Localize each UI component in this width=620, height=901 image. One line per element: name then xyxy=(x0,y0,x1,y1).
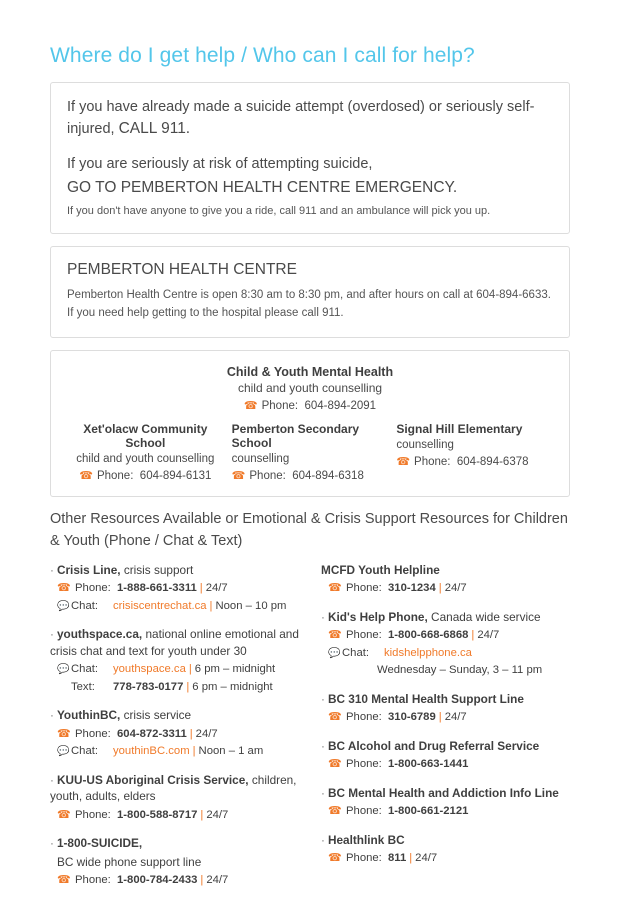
school-phone-number: 604-894-6318 xyxy=(292,470,364,483)
row-link[interactable]: youthspace.ca xyxy=(113,663,186,676)
row-hours: 6 pm – midnight xyxy=(192,680,273,693)
resource-item xyxy=(321,609,570,680)
school-item xyxy=(67,422,224,483)
row-hours: 24/7 xyxy=(205,582,228,595)
resource-row xyxy=(57,679,299,697)
school-phone-number: 604-894-6131 xyxy=(139,470,212,483)
row-label: Phone: xyxy=(346,805,382,818)
resource-row xyxy=(57,872,299,890)
chat-icon: 💬 xyxy=(57,746,70,758)
school-phone xyxy=(396,455,553,468)
resource-name: youthspace.ca, xyxy=(56,627,143,642)
separator: | xyxy=(200,808,204,821)
resource-subtitle: BC wide phone support line xyxy=(57,854,202,869)
school-phone-label: Phone: xyxy=(96,470,134,483)
cymh-subtitle: child and youth counselling xyxy=(237,380,383,395)
row-label: Phone: xyxy=(346,629,382,642)
resource-row xyxy=(328,850,570,868)
resource-row xyxy=(57,580,299,598)
row-hours: 24/7 xyxy=(206,808,229,821)
resource-item xyxy=(321,562,570,598)
resource-name: Healthlink BC xyxy=(327,832,405,847)
clinic-name: PEMBERTON HEALTH CENTRE xyxy=(67,260,297,278)
bullet-icon: · xyxy=(321,609,325,624)
phone-icon: ☎ xyxy=(79,470,93,483)
emergency-line-2: If you are seriously at risk of attempting suicide, xyxy=(67,156,373,173)
row-label: Phone: xyxy=(75,808,111,821)
row-label: Chat: xyxy=(71,599,99,612)
resource-title xyxy=(50,835,299,852)
separator: | xyxy=(188,663,192,676)
resource-item xyxy=(50,835,299,890)
row-number: 1-800-588-8717 xyxy=(117,808,198,821)
phone-icon: ☎ xyxy=(231,470,246,483)
resource-name: BC 310 Mental Health Support Line xyxy=(327,691,524,706)
bullet-icon: · xyxy=(321,832,325,847)
resources-columns xyxy=(50,562,570,901)
resource-item xyxy=(321,785,570,821)
row-number: 778-783-0177 xyxy=(113,680,184,693)
row-value xyxy=(388,627,570,645)
resource-title xyxy=(321,785,570,802)
separator: | xyxy=(471,629,475,642)
row-hours: 24/7 xyxy=(444,711,467,724)
row-hours: 24/7 xyxy=(195,727,218,740)
resource-title xyxy=(50,772,299,805)
school-description: counselling xyxy=(231,452,290,465)
cymh-phone-number: 604-894-2091 xyxy=(304,399,377,412)
separator: | xyxy=(409,852,413,865)
row-value xyxy=(113,661,299,679)
phone-icon: ☎ xyxy=(396,456,411,469)
row-label: Phone: xyxy=(75,582,111,595)
phone-icon: ☎ xyxy=(328,629,342,642)
resources-right-column xyxy=(321,562,570,901)
row-number: 310-1234 xyxy=(388,582,436,595)
separator: | xyxy=(209,599,213,612)
resource-name: BC Alcohol and Drug Referral Service xyxy=(327,738,540,753)
chat-icon: 💬 xyxy=(57,664,70,676)
bullet-icon: · xyxy=(50,562,54,577)
resource-name: Crisis Line, xyxy=(56,562,121,577)
resource-row xyxy=(328,803,570,821)
school-name: Pemberton Secondary School xyxy=(231,421,360,450)
resource-row xyxy=(328,645,570,663)
row-value xyxy=(384,645,570,663)
resource-name: BC Mental Health and Addiction Info Line xyxy=(327,785,559,800)
row-hours: 24/7 xyxy=(206,874,229,887)
resource-item xyxy=(50,562,299,616)
resource-row xyxy=(57,807,299,825)
row-label: Text: xyxy=(71,680,95,693)
row-link[interactable]: youthinBC.com xyxy=(113,745,190,758)
school-phone xyxy=(232,469,389,482)
row-number: 310-6789 xyxy=(388,711,436,724)
resource-item xyxy=(321,691,570,727)
school-description: child and youth counselling xyxy=(76,452,215,465)
separator: | xyxy=(186,680,190,693)
separator: | xyxy=(199,582,203,595)
emergency-card xyxy=(50,82,570,234)
row-label: Chat: xyxy=(71,745,99,758)
row-label: Chat: xyxy=(342,646,370,659)
resource-item xyxy=(50,626,299,696)
resource-item xyxy=(321,832,570,868)
school-name: Signal Hill Elementary xyxy=(396,421,523,436)
row-label: Phone: xyxy=(75,727,111,740)
separator: | xyxy=(192,745,196,758)
school-item xyxy=(396,422,553,483)
row-hours: 6 pm – midnight xyxy=(194,663,276,676)
row-value xyxy=(117,807,299,825)
row-value xyxy=(388,803,570,821)
resource-title xyxy=(50,707,299,724)
row-label: Phone: xyxy=(346,582,382,595)
row-number: 1-888-661-3311 xyxy=(117,582,197,595)
phone-icon: ☎ xyxy=(328,582,342,595)
clinic-description: Pemberton Health Centre is open 8:30 am to 8:30 pm, and after hours on call at 604-894-6633. If you need help getting to the hospital please call 911. xyxy=(67,288,551,319)
row-value xyxy=(113,598,299,616)
row-number: 1-800-661-2121 xyxy=(388,805,469,818)
resource-name: 1-800-SUICIDE, xyxy=(56,836,143,851)
resource-title xyxy=(50,626,299,659)
row-number: 604-872-3311 xyxy=(117,727,187,740)
resource-row xyxy=(328,627,570,645)
resource-item xyxy=(50,772,299,825)
resource-title xyxy=(321,738,570,755)
row-value xyxy=(388,580,570,598)
row-hours: 24/7 xyxy=(477,629,500,642)
emergency-line-1 xyxy=(67,97,553,140)
phone-icon: ☎ xyxy=(328,758,342,771)
school-phone xyxy=(67,469,224,482)
row-number: 1-800-784-2433 xyxy=(117,874,198,887)
clinic-card xyxy=(50,246,570,338)
page-title: Where do I get help / Who can I call for help? xyxy=(50,44,475,67)
resource-subtitle: crisis support xyxy=(123,562,194,577)
row-value xyxy=(388,850,570,868)
bullet-icon: · xyxy=(50,627,54,642)
row-number: 1-800-668-6868 xyxy=(388,629,469,642)
phone-icon: ☎ xyxy=(243,399,258,412)
phone-icon: ☎ xyxy=(57,727,71,740)
school-phone-number: 604-894-6378 xyxy=(456,456,529,469)
row-link[interactable]: kidshelpphone.ca xyxy=(384,646,472,659)
resources-left-column xyxy=(50,562,299,901)
phone-icon: ☎ xyxy=(57,874,71,887)
cymh-title: Child & Youth Mental Health xyxy=(226,364,394,379)
bullet-icon: · xyxy=(50,772,54,787)
row-value xyxy=(117,580,299,598)
resource-row xyxy=(57,598,299,616)
phone-icon: ☎ xyxy=(57,582,71,595)
resource-row xyxy=(57,726,299,744)
row-label: Phone: xyxy=(346,758,382,771)
resource-subtitle: national online emotional and crisis chat and text for youth under 30 xyxy=(50,627,299,658)
row-label: Chat: xyxy=(71,663,99,676)
row-hours: Noon – 1 am xyxy=(198,745,264,758)
row-label: Phone: xyxy=(75,874,111,887)
bullet-icon: · xyxy=(50,836,54,851)
chat-icon: 💬 xyxy=(57,600,70,612)
row-value xyxy=(117,726,299,744)
chat-icon: 💬 xyxy=(328,647,341,659)
resource-name: MCFD Youth Helpline xyxy=(321,562,440,577)
resource-title xyxy=(321,609,570,626)
resource-row xyxy=(57,743,299,761)
call-911-text: CALL 911. xyxy=(118,120,191,138)
phone-icon: ☎ xyxy=(57,808,71,821)
resource-title xyxy=(321,832,570,849)
emergency-text-1: If you have already made a suicide attempt (overdosed) or seriously self-injured, xyxy=(67,99,535,138)
resource-name: KUU-US Aboriginal Crisis Service, xyxy=(56,772,249,787)
cymh-phone-row xyxy=(67,399,553,412)
phone-icon: ☎ xyxy=(328,852,342,865)
row-value xyxy=(113,743,299,761)
resource-row xyxy=(328,580,570,598)
emergency-action-text: GO TO PEMBERTON HEALTH CENTRE EMERGENCY. xyxy=(67,178,458,196)
separator: | xyxy=(200,874,204,887)
row-number: 1-800-663-1441 xyxy=(388,758,469,771)
row-label: Phone: xyxy=(346,852,382,865)
resource-item xyxy=(50,707,299,761)
resource-subtitle: Canada wide service xyxy=(431,609,541,624)
phone-icon: ☎ xyxy=(328,805,342,818)
school-phone-label: Phone: xyxy=(249,470,286,483)
row-value xyxy=(388,709,570,727)
row-value xyxy=(388,756,570,774)
row-hours: Noon – 10 pm xyxy=(215,599,287,612)
school-item xyxy=(232,422,389,483)
school-description: counselling xyxy=(396,438,454,451)
row-value xyxy=(117,872,299,890)
row-hours: 24/7 xyxy=(444,582,467,595)
resource-title xyxy=(321,562,570,579)
separator: | xyxy=(438,582,442,595)
resource-subtitle: crisis service xyxy=(123,708,192,723)
phone-icon: ☎ xyxy=(328,711,342,724)
resource-subtitle: children, youth, adults, elders xyxy=(50,772,297,804)
row-label: Phone: xyxy=(346,711,382,724)
cymh-phone-label: Phone: xyxy=(261,399,299,412)
row-link[interactable]: crisiscentrechat.ca xyxy=(113,599,207,612)
resource-row xyxy=(328,709,570,727)
bullet-icon: · xyxy=(321,738,325,753)
school-name: Xet'olacw Community School xyxy=(83,421,208,450)
resource-name: YouthinBC, xyxy=(56,708,121,723)
emergency-fineprint: If you don't have anyone to give you a ride, call 911 and an ambulance will pick you up. xyxy=(67,204,491,217)
row-number: 811 xyxy=(388,852,407,865)
resource-row xyxy=(57,661,299,679)
bullet-icon: · xyxy=(321,785,325,800)
row-hours: 24/7 xyxy=(415,852,438,865)
resource-item xyxy=(321,738,570,774)
schools-list xyxy=(67,422,553,483)
child-youth-mental-health-card xyxy=(50,350,570,498)
resource-row xyxy=(328,756,570,774)
resource-name: Kid's Help Phone, xyxy=(327,609,428,624)
resource-title xyxy=(50,562,299,579)
bullet-icon: · xyxy=(50,708,54,723)
resource-continuation: Wednesday – Sunday, 3 – 11 pm xyxy=(377,664,543,677)
row-value xyxy=(113,679,299,697)
resource-title xyxy=(321,691,570,708)
school-phone-label: Phone: xyxy=(414,456,451,469)
resources-heading: Other Resources Available or Emotional & Crisis Support Resources for Children & Youth (Phone / Chat & Text) xyxy=(50,511,568,549)
separator: | xyxy=(438,711,442,724)
bullet-icon: · xyxy=(321,691,325,706)
separator: | xyxy=(189,727,193,740)
